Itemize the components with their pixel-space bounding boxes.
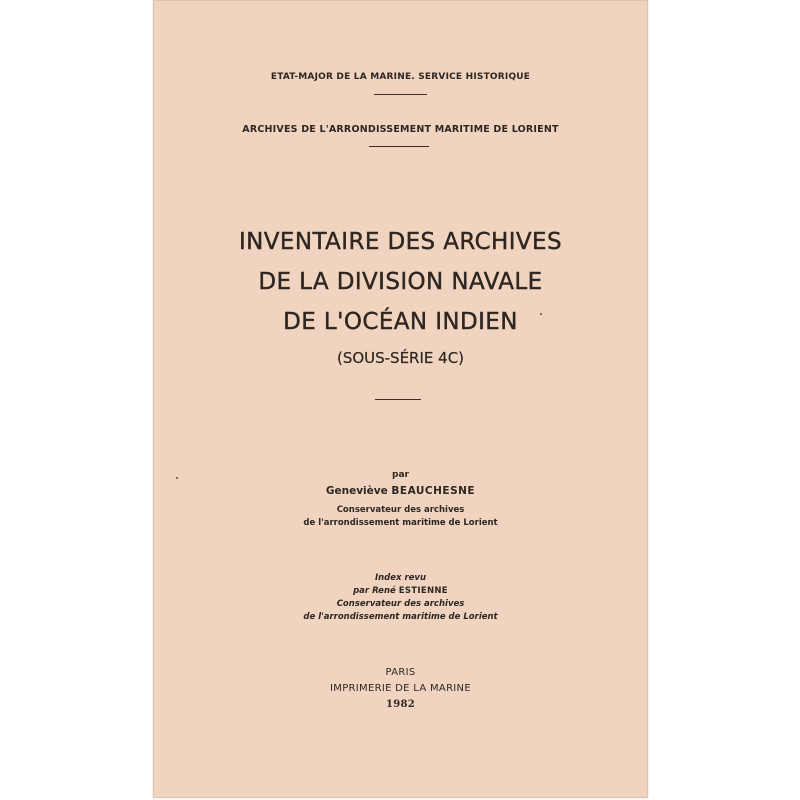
index-reviewer-surname: ESTIENNE bbox=[398, 586, 448, 596]
publisher-city: PARIS bbox=[385, 667, 416, 678]
paper-speck bbox=[540, 313, 542, 315]
title-line-2: DE LA DIVISION NAVALE bbox=[258, 269, 543, 295]
author-first-name: Geneviève bbox=[325, 485, 388, 497]
author-by: par bbox=[392, 470, 409, 480]
header-rule-1 bbox=[374, 94, 427, 95]
author-surname: BEAUCHESNE bbox=[391, 485, 476, 497]
book-title bbox=[153, 222, 648, 342]
author-role-line-1: Conservateur des archives bbox=[336, 505, 465, 515]
publisher-press: IMPRIMERIE DE LA MARINE bbox=[330, 683, 471, 694]
title-rule bbox=[375, 399, 421, 400]
author-role-line-2: de l'arrondissement maritime de Lorient bbox=[303, 518, 498, 528]
archives-header: ARCHIVES DE L'ARRONDISSEMENT MARITIME DE LORIENT bbox=[242, 124, 559, 135]
header-rule-2 bbox=[369, 146, 429, 147]
institution-header: ETAT-MAJOR DE LA MARINE. SERVICE HISTORIQUE bbox=[270, 72, 531, 82]
index-note-reviewer bbox=[153, 585, 648, 598]
series-subtitle: (SOUS-SÉRIE 4C) bbox=[336, 349, 465, 367]
publication-year: 1982 bbox=[385, 699, 416, 710]
index-role-line-2: de l'arrondissement maritime de Lorient bbox=[303, 612, 498, 622]
index-note-line-1: Index revu bbox=[374, 573, 427, 583]
book-cover bbox=[153, 0, 648, 798]
paper-speck bbox=[176, 477, 178, 479]
index-reviewer-prefix: par René bbox=[353, 586, 396, 596]
title-line-1: INVENTAIRE DES ARCHIVES bbox=[239, 229, 562, 255]
author-name bbox=[153, 485, 648, 497]
title-line-3: DE L'OCÉAN INDIEN bbox=[283, 309, 518, 335]
index-role-line-1: Conservateur des archives bbox=[336, 599, 465, 609]
